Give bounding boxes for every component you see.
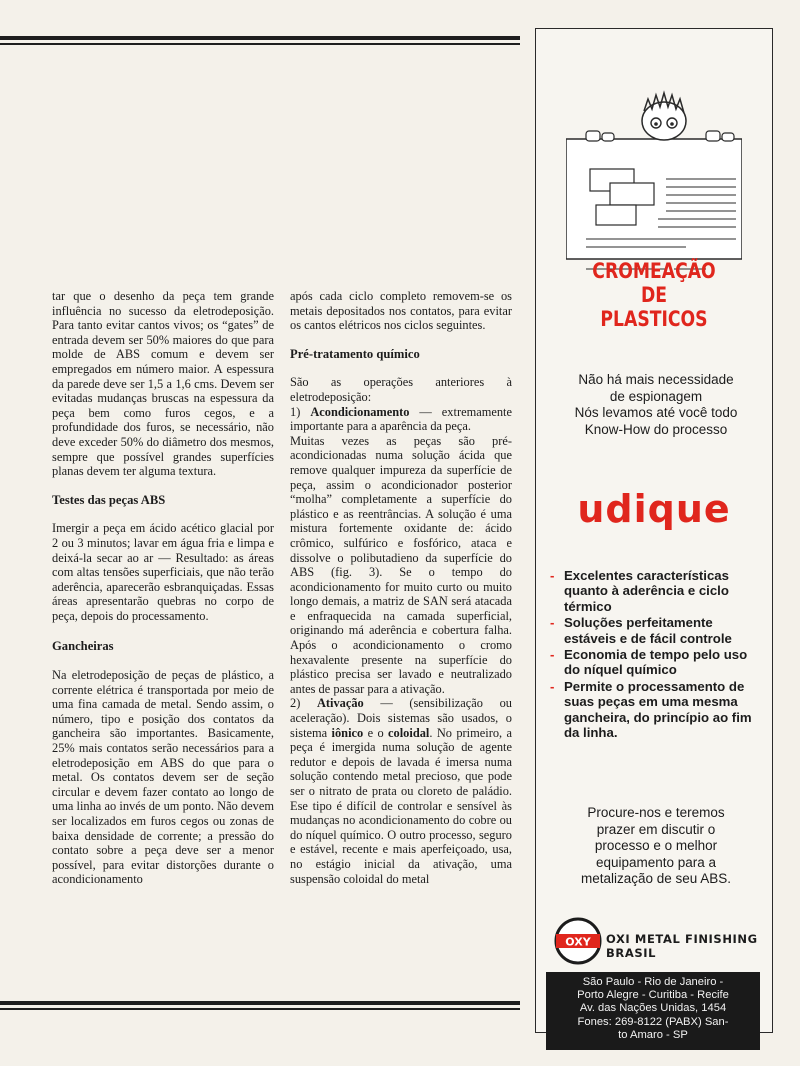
ad-closing bbox=[554, 805, 758, 888]
address-line2: Porto Alegre - Curitiba - Recife bbox=[577, 989, 729, 1002]
address-line4: Fones: 269-8122 (PABX) San- bbox=[577, 1015, 729, 1028]
advertisement bbox=[535, 28, 773, 1041]
paragraph-muitas-vezes: Muitas vezes as peças são pré-acondicionadas numa solução ácida que remove qualquer impureza da superfície de peça, assim o acondicionador posterior “molha” completamente a superfície do plástico e as reentrâncias. A solução é uma mistura fortemente oxidante de: ácido crômico, sulfúrico e fosfórico, ataca e dissolve o polibutadieno da superfície do ABS (fig. 3). Se o tempo do acondicionamento for muito curto ou muito longo demais, a matriz de SAN será atacada e enfraquecida na camada superficial, originando má aderência e cobertura falha. Após o acondicionamento o cromo hexavalente presente na superfície do plástico precisa ser lavado e neutralizado antes de passar para a ativação. bbox=[290, 433, 512, 696]
top-rule bbox=[0, 36, 520, 40]
heading-pre-tratamento: Pré-tratamento químico bbox=[290, 346, 420, 361]
article-column-2 bbox=[290, 289, 512, 896]
heading-gancheiras: Gancheiras bbox=[52, 639, 114, 654]
ad-title bbox=[557, 259, 751, 331]
bottom-rule-thin bbox=[0, 1008, 520, 1010]
oxy-mark: OXY bbox=[565, 935, 591, 949]
benefit-item: - Economia de tempo pelo uso do níquel químico bbox=[548, 647, 760, 678]
udique-logo: udique bbox=[577, 487, 731, 531]
ad-closing-line1: Procure-nos e teremos bbox=[587, 805, 725, 820]
item1-text: — extremamente importante para a aparência da peça. bbox=[290, 404, 512, 434]
ad-intro-line3: Nós levamos até você todo bbox=[574, 405, 738, 420]
spy-illustration bbox=[566, 87, 742, 283]
item1-title: Acondicionamento bbox=[310, 404, 410, 419]
benefit-item: - Permite o processamento de suas peças em uma mesma gancheira, do princípio ao fim da linha. bbox=[548, 679, 760, 741]
item2-number: 2) bbox=[290, 696, 301, 711]
ad-closing-line3: processo e o melhor bbox=[594, 838, 718, 853]
oxy-logo-icon bbox=[554, 917, 602, 965]
item2-ionico: iônico bbox=[331, 725, 364, 740]
bottom-rule bbox=[0, 1001, 520, 1005]
ad-closing-line4: equipamento para a bbox=[595, 854, 717, 870]
paragraph-gancheiras: Na eletrodeposição de peças de plástico, a corrente elétrica é transportada por meio de uma fina camada de metal. Sendo assim, o número, tipo e posição dos contatos da gancheira são importantes. Basicamente, 25% mais contatos serão necessários para a eletrodeposição em ABS do que para o metal. Os contatos devem ser de seção circular e devem fazer contato ao longo de uma linha ao invés de um ponto. Não devem ser localizados em furos cegos ou zonas de baixa densidade de corrente; a pressão do contato sobre a peça deve ser a menor possível, para evitar distorções durante o acondicionamento bbox=[52, 668, 274, 887]
item2-text-a: — (sensibilização ou aceleração). Dois sistemas são usados, o sistema bbox=[290, 696, 512, 740]
article-column-1 bbox=[52, 289, 274, 897]
ad-intro bbox=[556, 372, 756, 438]
ad-title-line2: DE bbox=[640, 283, 668, 307]
ad-title-line1: CROMEAÇÃO bbox=[592, 259, 716, 283]
paragraph-design: tar que o desenho da peça tem grande influência no sucesso da eletrodeposição. Para tanto evitar cantos vivos; os “gates” de entrada devem ser 50% maiores do que para molde de ABS comum e devem ser empregados em número maior. A espessura da parede deve ser 1,5 a 1,6 cms. Devem ser evitadas mudanças bruscas na espessura da peça bem como furos cegos, e a profundidade dos furos, se necessário, não deve exceder 50% do diâmetro dos mesmos, sempre que possível grandes superfícies planas devem ter alguma textura. bbox=[52, 289, 274, 479]
item1-number: 1) bbox=[290, 404, 301, 419]
heading-testes: Testes das peças ABS bbox=[52, 492, 166, 507]
item2-text-b: . No primeiro, a peça é imergida numa solução de agente redutor e depois de lavada é imersa numa solução contendo metal precioso, que pode ser o nitrato de prata ou cloreto de paládio. Ese tipo é difícil de controlar e sensível às mudanças no acondicionamento do cobre ou do níquel químico. O outro processo, seguro e estável, recente e mais aperfeiçoado, usa, no estágio inicial da ativação, uma suspensão coloidal do metal bbox=[290, 725, 512, 886]
company-name: OXI METAL FINISHING BRASIL bbox=[606, 932, 758, 960]
benefit-item: - Excelentes características quanto à aderência e ciclo térmico bbox=[548, 568, 760, 614]
item2-title: Ativação bbox=[316, 696, 364, 711]
paragraph-ativacao bbox=[290, 696, 512, 886]
paragraph-operacoes bbox=[290, 375, 512, 433]
item2-coloidal: coloidal bbox=[388, 725, 430, 740]
ad-intro-line1: Não há mais necessidade bbox=[578, 372, 734, 387]
item2-e: e o bbox=[363, 725, 389, 740]
ad-title-line3: PLASTICOS bbox=[600, 307, 708, 331]
paragraph-testes: Imergir a peça em ácido acético glacial por 2 ou 3 minutos; lavar em água fria e limpa e deixá-la secar ao ar — Resultado: as áreas com altas tensões superficiais, que não terão aderência, aparecerão esbranquiçadas. Essas áreas apresentarão quebras no corpo de peça, depois do processamento. bbox=[52, 521, 274, 623]
address-block bbox=[546, 972, 760, 1050]
address-line5: to Amaro - SP bbox=[618, 1028, 688, 1041]
benefit-list bbox=[548, 568, 760, 741]
address-line1: São Paulo - Rio de Janeiro - bbox=[582, 976, 724, 988]
ad-closing-line2: prazer em discutir o bbox=[596, 821, 716, 837]
benefit-item: - Soluções perfeitamente estáveis e de fácil controle bbox=[548, 615, 760, 646]
address-line3: Av. das Nações Unidas, 1454 bbox=[579, 1002, 727, 1015]
paragraph-ciclo: após cada ciclo completo removem-se os metais depositados nos contatos, para evitar os cantos elétricos nos ciclos seguintes. bbox=[290, 289, 512, 333]
ad-intro-line4: Know-How do processo bbox=[584, 421, 728, 437]
operacoes-intro: São as operações anteriores à eletrodeposição: bbox=[290, 375, 512, 404]
ad-intro-line2: de espionagem bbox=[609, 388, 703, 404]
top-rule-thin bbox=[0, 43, 520, 45]
ad-closing-line5: metalização de seu ABS. bbox=[580, 871, 732, 886]
